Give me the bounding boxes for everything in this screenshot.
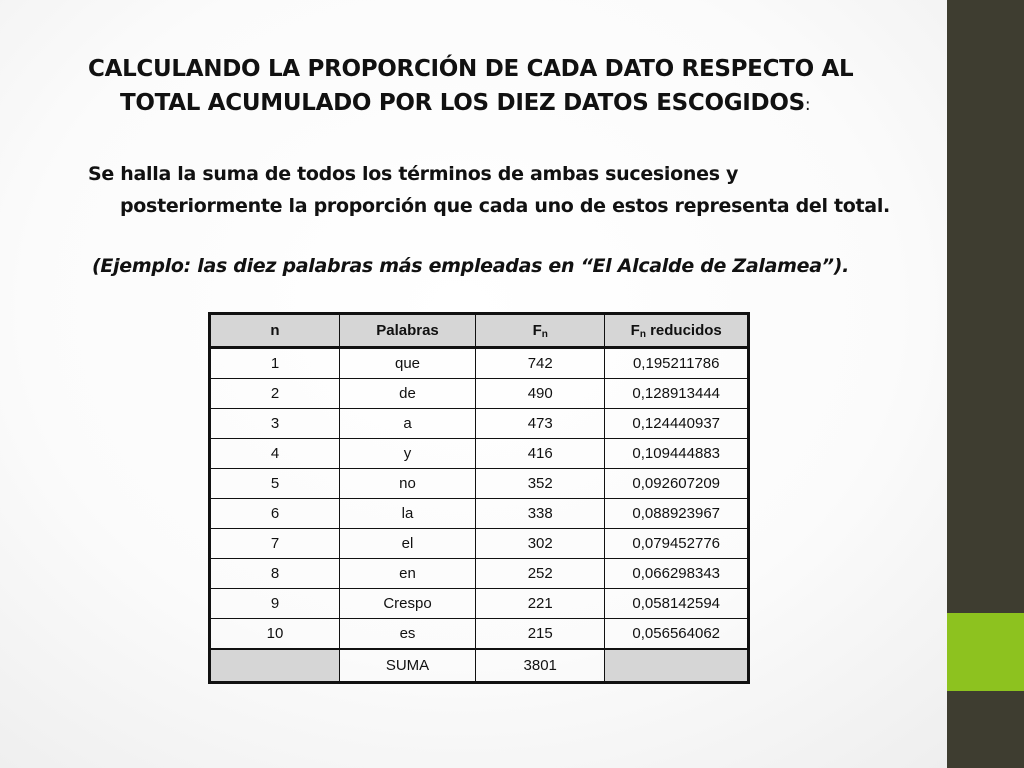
cell-n: 10 <box>210 619 340 650</box>
header-fn-sub: n <box>541 328 548 340</box>
cell-fn-reducido: 0,128913444 <box>605 379 749 409</box>
table-header-row <box>210 314 749 348</box>
cell-palabra: el <box>339 529 475 559</box>
header-fnr-rest: reducidos <box>645 321 722 339</box>
table-row <box>210 499 749 529</box>
cell-palabra: Crespo <box>339 589 475 619</box>
cell-fn-reducido: 0,124440937 <box>605 409 749 439</box>
frequency-table <box>208 312 750 684</box>
title-line-2-text: TOTAL ACUMULADO POR LOS DIEZ DATOS ESCOGIDOS <box>120 90 805 116</box>
cell-fn: 302 <box>476 529 605 559</box>
title-line-2 <box>88 86 928 122</box>
cell-n: 1 <box>210 348 340 379</box>
header-fn <box>476 314 605 348</box>
sum-label: SUMA <box>339 649 475 683</box>
cell-fn: 352 <box>476 469 605 499</box>
sum-value: 3801 <box>476 649 605 683</box>
header-fn-base: F <box>532 321 542 339</box>
cell-n: 7 <box>210 529 340 559</box>
cell-fn: 742 <box>476 348 605 379</box>
cell-fn-reducido: 0,109444883 <box>605 439 749 469</box>
title-line-1: CALCULANDO LA PROPORCIÓN DE CADA DATO RESPECTO AL <box>88 56 854 82</box>
cell-palabra: a <box>339 409 475 439</box>
table-row <box>210 348 749 379</box>
cell-palabra: que <box>339 348 475 379</box>
cell-palabra: en <box>339 559 475 589</box>
cell-palabra: es <box>339 619 475 650</box>
cell-fn: 416 <box>476 439 605 469</box>
table-row <box>210 589 749 619</box>
sum-empty-cell-2 <box>605 649 749 683</box>
sidebar-accent-block <box>947 613 1024 691</box>
cell-n: 8 <box>210 559 340 589</box>
paragraph-line-1: Se halla la suma de todos los términos de ambas sucesiones y <box>88 163 739 185</box>
example-note: (Ejemplo: las diez palabras más empleadas en “El Alcalde de Zalamea”). <box>92 255 849 277</box>
table-row <box>210 529 749 559</box>
table-row <box>210 439 749 469</box>
title-colon: : <box>804 95 811 115</box>
table-row <box>210 379 749 409</box>
table-row <box>210 469 749 499</box>
cell-palabra: no <box>339 469 475 499</box>
cell-n: 5 <box>210 469 340 499</box>
cell-n: 4 <box>210 439 340 469</box>
cell-palabra: la <box>339 499 475 529</box>
table-row <box>210 559 749 589</box>
cell-fn: 252 <box>476 559 605 589</box>
table-row <box>210 619 749 650</box>
cell-palabra: de <box>339 379 475 409</box>
cell-fn: 338 <box>476 499 605 529</box>
cell-fn: 215 <box>476 619 605 650</box>
cell-palabra: y <box>339 439 475 469</box>
cell-fn-reducido: 0,066298343 <box>605 559 749 589</box>
header-fnr-sub: n <box>639 328 646 340</box>
table-body <box>210 348 749 650</box>
cell-fn-reducido: 0,195211786 <box>605 348 749 379</box>
cell-fn: 490 <box>476 379 605 409</box>
slide-title <box>88 52 928 122</box>
cell-fn-reducido: 0,088923967 <box>605 499 749 529</box>
cell-fn-reducido: 0,092607209 <box>605 469 749 499</box>
header-fnr-base: F <box>630 321 640 339</box>
cell-fn-reducido: 0,079452776 <box>605 529 749 559</box>
sum-row <box>210 649 749 683</box>
cell-n: 2 <box>210 379 340 409</box>
cell-n: 3 <box>210 409 340 439</box>
cell-n: 6 <box>210 499 340 529</box>
header-n: n <box>210 314 340 348</box>
sum-empty-cell <box>210 649 340 683</box>
paragraph-line-2: posteriormente la proporción que cada uno de estos representa del total. <box>120 195 890 217</box>
cell-fn: 221 <box>476 589 605 619</box>
cell-fn-reducido: 0,056564062 <box>605 619 749 650</box>
cell-fn-reducido: 0,058142594 <box>605 589 749 619</box>
cell-n: 9 <box>210 589 340 619</box>
table-row <box>210 409 749 439</box>
header-fn-reducidos <box>605 314 749 348</box>
explanation-paragraph <box>88 158 938 222</box>
cell-fn: 473 <box>476 409 605 439</box>
header-palabras: Palabras <box>339 314 475 348</box>
